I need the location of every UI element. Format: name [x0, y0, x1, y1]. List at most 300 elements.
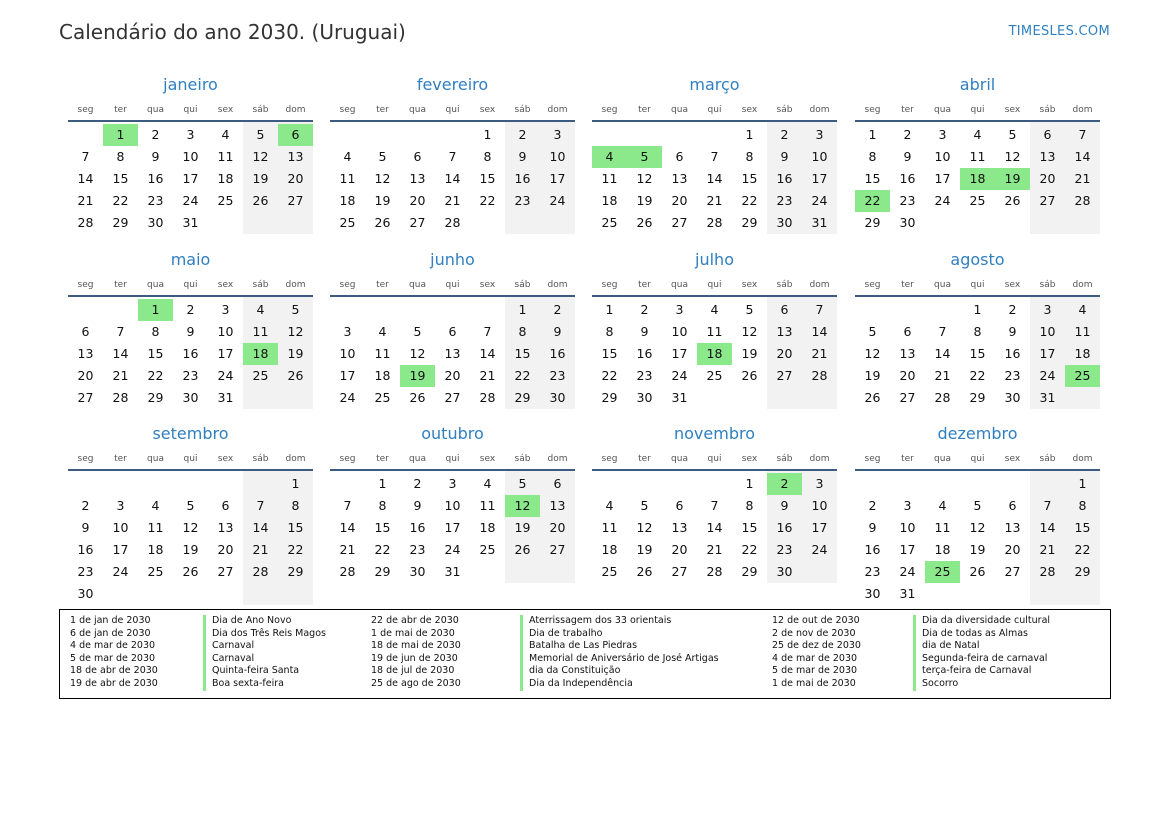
- day-cell: 20: [409, 193, 426, 208]
- weekday-label: qua: [147, 280, 164, 290]
- month-name: maio: [170, 250, 211, 269]
- weekday-label: qui: [183, 280, 198, 290]
- weekday-label: dom: [285, 280, 306, 290]
- weekday-label: qui: [445, 280, 460, 290]
- day-cell: 29: [147, 390, 164, 405]
- day-cell: 13: [671, 171, 688, 186]
- day-cell: 11: [479, 498, 496, 513]
- day-cell: 21: [1039, 542, 1056, 557]
- weekday-label: ter: [638, 105, 651, 115]
- legend-names-column: [520, 615, 719, 691]
- month-name: março: [689, 75, 740, 94]
- holiday-day-cell: 1: [138, 299, 173, 321]
- weekday-header: [855, 105, 1100, 119]
- day-cell: 16: [776, 171, 793, 186]
- weekday-label: seg: [339, 280, 356, 290]
- day-cell: 30: [636, 390, 653, 405]
- day-cell: 28: [112, 390, 129, 405]
- holiday-date: 22 de abr de 2030: [371, 615, 459, 626]
- legend-dates-column: [371, 615, 461, 691]
- day-cell: 16: [899, 171, 916, 186]
- month-name: agosto: [950, 250, 1005, 269]
- day-cell: 31: [444, 564, 461, 579]
- day-cell: 13: [444, 346, 461, 361]
- day-cell: 6: [553, 476, 562, 491]
- day-cell: 28: [252, 564, 269, 579]
- day-cell: 2: [1008, 302, 1017, 317]
- day-cell: 24: [811, 542, 828, 557]
- weekday-label: sáb: [1039, 105, 1056, 115]
- day-cell: 16: [514, 171, 531, 186]
- day-cell: 28: [706, 215, 723, 230]
- day-cell: 22: [479, 193, 496, 208]
- weekday-label: qua: [671, 105, 688, 115]
- weekday-label: ter: [376, 280, 389, 290]
- day-cell: 10: [811, 149, 828, 164]
- day-cell: 5: [868, 324, 877, 339]
- month-name: dezembro: [937, 424, 1018, 443]
- day-cell: 8: [151, 324, 160, 339]
- day-cell: 3: [903, 498, 912, 513]
- weekday-label: sex: [217, 280, 234, 290]
- weekday-label: sex: [217, 105, 234, 115]
- day-cell: 14: [811, 324, 828, 339]
- day-cell: 23: [1004, 368, 1021, 383]
- day-cell: 17: [339, 368, 356, 383]
- weekday-label: ter: [638, 280, 651, 290]
- day-cell: 13: [899, 346, 916, 361]
- day-cell: 28: [1074, 193, 1091, 208]
- day-cell: 26: [409, 390, 426, 405]
- day-cell: 22: [969, 368, 986, 383]
- day-cell: 23: [864, 564, 881, 579]
- day-cell: 5: [640, 498, 649, 513]
- day-cell: 20: [776, 346, 793, 361]
- day-cell: 8: [973, 324, 982, 339]
- day-cell: 8: [868, 149, 877, 164]
- day-cell: 8: [605, 324, 614, 339]
- day-cell: 4: [256, 302, 265, 317]
- day-cell: 17: [549, 171, 566, 186]
- day-cell: 28: [77, 215, 94, 230]
- day-cell: 7: [256, 498, 265, 513]
- day-cell: 10: [899, 520, 916, 535]
- day-cell: 4: [710, 302, 719, 317]
- weekday-header: [855, 280, 1100, 294]
- day-cell: 3: [815, 127, 824, 142]
- day-cell: 26: [252, 193, 269, 208]
- day-cell: 27: [776, 368, 793, 383]
- day-cell: 14: [339, 520, 356, 535]
- weekday-label: seg: [339, 105, 356, 115]
- day-cell: 1: [483, 127, 492, 142]
- day-cell: 2: [81, 498, 90, 513]
- month-name: novembro: [674, 424, 755, 443]
- day-cell: 13: [549, 498, 566, 513]
- day-cell: 24: [1039, 368, 1056, 383]
- day-cell: 11: [934, 520, 951, 535]
- holiday-date: 25 de ago de 2030: [371, 677, 461, 689]
- day-cell: 30: [147, 215, 164, 230]
- day-cell: 6: [221, 498, 230, 513]
- day-cell: 16: [636, 346, 653, 361]
- weekday-label: dom: [547, 280, 568, 290]
- legend-dates-column: [772, 615, 861, 691]
- day-cell: 19: [182, 542, 199, 557]
- weekday-label: qui: [183, 454, 198, 464]
- day-cell: 23: [77, 564, 94, 579]
- weekday-label: sex: [1004, 454, 1021, 464]
- day-cell: 7: [116, 324, 125, 339]
- day-cell: 17: [811, 171, 828, 186]
- day-cell: 6: [903, 324, 912, 339]
- day-cell: 23: [182, 368, 199, 383]
- month-novembro: [592, 421, 837, 591]
- holiday-day-cell: 2: [767, 473, 802, 495]
- weekday-label: seg: [601, 105, 618, 115]
- day-cell: 9: [186, 324, 195, 339]
- day-cell: 7: [343, 498, 352, 513]
- day-cell: 4: [483, 476, 492, 491]
- weekday-label: qui: [445, 105, 460, 115]
- day-cell: 24: [182, 193, 199, 208]
- day-cell: 25: [601, 215, 618, 230]
- day-cell: 31: [1039, 390, 1056, 405]
- weekday-label: qua: [147, 454, 164, 464]
- weekday-label: seg: [864, 454, 881, 464]
- day-cell: 30: [1004, 390, 1021, 405]
- day-cell: 13: [776, 324, 793, 339]
- day-cell: 6: [1008, 498, 1017, 513]
- day-cell: 20: [1039, 171, 1056, 186]
- weekday-label: ter: [901, 280, 914, 290]
- day-cell: 15: [112, 171, 129, 186]
- month-name: fevereiro: [416, 75, 489, 94]
- day-cell: 9: [1008, 324, 1017, 339]
- day-cell: 6: [413, 149, 422, 164]
- day-cell: 24: [934, 193, 951, 208]
- day-cell: 18: [217, 171, 234, 186]
- day-cell: 25: [252, 368, 269, 383]
- holiday-date: 1 de mai de 2030: [371, 627, 455, 639]
- day-cell: 14: [252, 520, 269, 535]
- day-cell: 30: [549, 390, 566, 405]
- holiday-day-cell: 22: [855, 190, 890, 212]
- day-cell: 12: [182, 520, 199, 535]
- day-cell: 10: [444, 498, 461, 513]
- day-cell: 27: [444, 390, 461, 405]
- day-cell: 1: [868, 127, 877, 142]
- day-cell: 13: [671, 520, 688, 535]
- day-cell: 1: [605, 302, 614, 317]
- day-cell: 27: [409, 215, 426, 230]
- holiday-day-cell: 25: [925, 561, 960, 583]
- day-cell: 9: [780, 498, 789, 513]
- weekday-label: ter: [114, 280, 127, 290]
- holiday-name: Segunda-feira de carnaval: [913, 653, 1050, 666]
- weekday-label: qua: [409, 280, 426, 290]
- day-cell: 30: [899, 215, 916, 230]
- day-cell: 28: [934, 390, 951, 405]
- weekday-label: qua: [934, 454, 951, 464]
- holiday-day-cell: 18: [243, 343, 278, 365]
- day-cell: 29: [112, 215, 129, 230]
- day-cell: 8: [291, 498, 300, 513]
- day-cell: 29: [374, 564, 391, 579]
- holiday-date: 12 de out de 2030: [772, 615, 860, 626]
- day-cell: 26: [374, 215, 391, 230]
- day-cell: 3: [553, 127, 562, 142]
- day-cell: 17: [217, 346, 234, 361]
- weekday-label: dom: [809, 454, 830, 464]
- weekday-label: dom: [547, 454, 568, 464]
- day-cell: 19: [636, 193, 653, 208]
- day-cell: 3: [116, 498, 125, 513]
- weekday-label: ter: [376, 105, 389, 115]
- day-cell: 19: [287, 346, 304, 361]
- weekday-label: ter: [376, 454, 389, 464]
- day-cell: 10: [339, 346, 356, 361]
- day-cell: 18: [601, 193, 618, 208]
- weekday-label: sáb: [514, 280, 531, 290]
- day-cell: 9: [81, 520, 90, 535]
- day-cell: 9: [518, 149, 527, 164]
- day-cell: 10: [549, 149, 566, 164]
- day-cell: 27: [287, 193, 304, 208]
- weekday-label: sex: [479, 105, 496, 115]
- day-cell: 25: [479, 542, 496, 557]
- weekday-label: dom: [547, 105, 568, 115]
- day-cell: 7: [448, 149, 457, 164]
- day-cell: 11: [339, 171, 356, 186]
- day-cell: 29: [741, 215, 758, 230]
- day-cell: 7: [483, 324, 492, 339]
- day-cell: 15: [864, 171, 881, 186]
- weekday-label: qui: [183, 105, 198, 115]
- holiday-name: dia de Natal: [913, 640, 1050, 653]
- day-cell: 16: [409, 520, 426, 535]
- holiday-date: 4 de mar de 2030: [70, 640, 156, 652]
- day-cell: 3: [343, 324, 352, 339]
- day-cell: 27: [1039, 193, 1056, 208]
- day-cell: 10: [1039, 324, 1056, 339]
- day-cell: 16: [549, 346, 566, 361]
- day-cell: 25: [601, 564, 618, 579]
- day-cell: 26: [182, 564, 199, 579]
- day-cell: 24: [217, 368, 234, 383]
- day-cell: 13: [287, 149, 304, 164]
- day-cell: 9: [553, 324, 562, 339]
- day-cell: 18: [601, 542, 618, 557]
- day-cell: 28: [339, 564, 356, 579]
- brand-link[interactable]: TIMESLES.COM: [1008, 24, 1110, 39]
- weekday-label: sex: [479, 280, 496, 290]
- holiday-date: 1 de jan de 2030: [70, 615, 151, 626]
- weekday-label: seg: [339, 454, 356, 464]
- weekday-header: [68, 105, 313, 119]
- day-cell: 21: [811, 346, 828, 361]
- day-cell: 25: [217, 193, 234, 208]
- day-cell: 1: [745, 127, 754, 142]
- holiday-date: 25 de dez de 2030: [772, 640, 861, 652]
- day-cell: 17: [811, 520, 828, 535]
- weekday-label: sex: [1004, 105, 1021, 115]
- day-cell: 5: [973, 498, 982, 513]
- day-cell: 24: [811, 193, 828, 208]
- day-cell: 16: [77, 542, 94, 557]
- day-cell: 2: [903, 127, 912, 142]
- legend-names-column: [203, 615, 326, 691]
- month-fevereiro: [330, 72, 575, 242]
- day-cell: 9: [780, 149, 789, 164]
- day-cell: 29: [969, 390, 986, 405]
- weekday-label: ter: [114, 105, 127, 115]
- day-cell: 14: [112, 346, 129, 361]
- day-cell: 17: [899, 542, 916, 557]
- weekday-label: sáb: [776, 454, 793, 464]
- day-cell: 20: [444, 368, 461, 383]
- holiday-day-cell: 19: [400, 365, 435, 387]
- day-cell: 7: [1078, 127, 1087, 142]
- day-cell: 11: [252, 324, 269, 339]
- weekday-label: sáb: [1039, 280, 1056, 290]
- day-cell: 2: [186, 302, 195, 317]
- day-cell: 22: [374, 542, 391, 557]
- weekday-header: [592, 454, 837, 468]
- month-abril: [855, 72, 1100, 242]
- holiday-date: 5 de mar de 2030: [772, 665, 858, 677]
- day-cell: 20: [899, 368, 916, 383]
- weekday-label: seg: [864, 105, 881, 115]
- day-cell: 22: [1074, 542, 1091, 557]
- day-cell: 9: [868, 520, 877, 535]
- month-julho: [592, 247, 837, 417]
- day-cell: 29: [601, 390, 618, 405]
- day-cell: 16: [1004, 346, 1021, 361]
- day-cell: 16: [147, 171, 164, 186]
- day-cell: 28: [811, 368, 828, 383]
- day-cell: 20: [549, 520, 566, 535]
- holiday-name: Aterrissagem dos 33 orientais: [520, 615, 719, 628]
- weekday-label: seg: [77, 105, 94, 115]
- holiday-name: dia da Constituição: [520, 665, 719, 678]
- day-cell: 21: [339, 542, 356, 557]
- day-cell: 23: [549, 368, 566, 383]
- day-cell: 4: [343, 149, 352, 164]
- day-cell: 8: [1078, 498, 1087, 513]
- day-cell: 1: [378, 476, 387, 491]
- day-cell: 11: [374, 346, 391, 361]
- day-cell: 4: [973, 127, 982, 142]
- month-outubro: [330, 421, 575, 591]
- day-cell: 5: [186, 498, 195, 513]
- day-cell: 27: [549, 542, 566, 557]
- holiday-legend: [59, 609, 1111, 699]
- weekday-label: dom: [1072, 454, 1093, 464]
- day-cell: 8: [518, 324, 527, 339]
- month-dezembro: [855, 421, 1100, 601]
- day-cell: 17: [444, 520, 461, 535]
- day-cell: 21: [479, 368, 496, 383]
- day-cell: 13: [77, 346, 94, 361]
- weekday-header: [592, 105, 837, 119]
- day-cell: 23: [409, 542, 426, 557]
- holiday-day-cell: 12: [505, 495, 540, 517]
- day-cell: 15: [969, 346, 986, 361]
- day-cell: 23: [776, 542, 793, 557]
- day-cell: 7: [815, 302, 824, 317]
- day-cell: 17: [671, 346, 688, 361]
- weekday-label: sex: [741, 454, 758, 464]
- day-cell: 29: [287, 564, 304, 579]
- day-cell: 5: [413, 324, 422, 339]
- day-cell: 17: [112, 542, 129, 557]
- day-cell: 26: [864, 390, 881, 405]
- day-cell: 22: [741, 542, 758, 557]
- day-cell: 12: [969, 520, 986, 535]
- day-cell: 21: [444, 193, 461, 208]
- day-cell: 18: [1074, 346, 1091, 361]
- day-cell: 21: [112, 368, 129, 383]
- day-cell: 25: [706, 368, 723, 383]
- holiday-name: Carnaval: [203, 640, 326, 653]
- day-cell: 8: [745, 498, 754, 513]
- day-cell: 19: [636, 542, 653, 557]
- day-cell: 4: [605, 498, 614, 513]
- day-cell: 25: [969, 193, 986, 208]
- day-cell: 8: [116, 149, 125, 164]
- weekday-label: qui: [445, 454, 460, 464]
- day-cell: 27: [77, 390, 94, 405]
- holiday-day-cell: 4: [592, 146, 627, 168]
- day-cell: 30: [77, 586, 94, 601]
- weekday-label: sáb: [252, 280, 269, 290]
- day-cell: 5: [745, 302, 754, 317]
- day-cell: 4: [378, 324, 387, 339]
- day-cell: 30: [182, 390, 199, 405]
- weekday-label: qui: [707, 105, 722, 115]
- holiday-date: 6 de jan de 2030: [70, 627, 151, 639]
- weekday-label: sáb: [776, 105, 793, 115]
- holiday-day-cell: 5: [627, 146, 662, 168]
- day-cell: 2: [640, 302, 649, 317]
- holiday-date: 18 de mai de 2030: [371, 640, 461, 652]
- day-cell: 23: [147, 193, 164, 208]
- day-cell: 10: [217, 324, 234, 339]
- weekday-header: [592, 280, 837, 294]
- day-cell: 11: [147, 520, 164, 535]
- weekday-label: qui: [707, 454, 722, 464]
- holiday-day-cell: 18: [697, 343, 732, 365]
- day-cell: 5: [256, 127, 265, 142]
- day-cell: 31: [182, 215, 199, 230]
- day-cell: 14: [77, 171, 94, 186]
- day-cell: 17: [934, 171, 951, 186]
- day-cell: 14: [444, 171, 461, 186]
- holiday-date: 18 de abr de 2030: [70, 665, 158, 677]
- weekday-label: qui: [970, 105, 985, 115]
- day-cell: 14: [479, 346, 496, 361]
- weekday-label: qua: [671, 454, 688, 464]
- day-cell: 19: [514, 520, 531, 535]
- day-cell: 7: [710, 149, 719, 164]
- day-cell: 6: [1043, 127, 1052, 142]
- month-name: janeiro: [163, 75, 218, 94]
- weekday-label: sex: [1004, 280, 1021, 290]
- calendar-grid: [68, 72, 1108, 602]
- day-cell: 7: [1043, 498, 1052, 513]
- legend-dates-column: [70, 615, 158, 691]
